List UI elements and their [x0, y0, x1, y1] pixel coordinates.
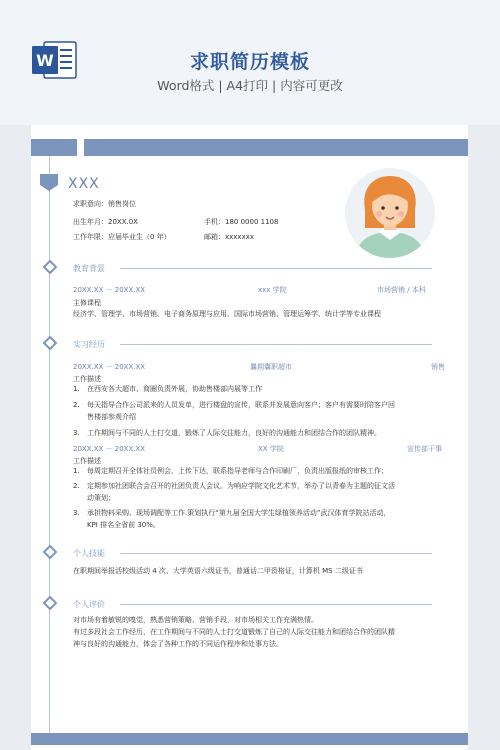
skills-text: 在职期间举报活校级活动 4 次、大学英语六级证书，普通话二甲资格证，计算机 MS 二级证书 [73, 567, 363, 575]
work-years: 工作年限：应届毕业生（0 年） [73, 233, 171, 241]
education-school: xxx 学院 [258, 286, 287, 294]
candidate-name: XXX [68, 176, 100, 192]
list-item: 3. 承担物料采购、现场调配等工作.策划执行“第九届全国大学生绿植领养活动”武汉体育学院站活动， [73, 509, 391, 517]
list-item: 1. 在西安各大超市、商圈负责外展，协助售楼部内展等工作 [73, 385, 262, 393]
email: 邮箱：xxxxxxx [204, 233, 254, 241]
list-item: 3. 工作期间与不同的人士打交道，锻炼了人际交往能力，良好的沟通能力和团结合作的团队精神。 [73, 429, 381, 437]
diamond-icon [43, 545, 57, 559]
section-divider [120, 553, 432, 554]
education-major: 市场营销 / 本科 [377, 286, 426, 294]
education-date: 20XX.XX － 20XX.XX [73, 286, 146, 294]
svg-text:W: W [36, 51, 54, 70]
section-title-education: 教育背景 [73, 264, 105, 273]
banner-title: 求职简历模板 [189, 51, 310, 73]
avatar [345, 168, 435, 258]
section-divider [120, 344, 432, 345]
section-divider [120, 604, 432, 605]
job-date: 20XX.XX － 20XX.XX [73, 363, 146, 371]
job-intent: 求职意向：销售岗位 [73, 200, 136, 208]
section-title-evaluation: 个人评价 [73, 600, 105, 609]
job-role: 宣传部干事 [407, 445, 442, 453]
section-title-internship: 实习经历 [73, 340, 105, 349]
evaluation-text: 对市场有着敏锐的嗅觉，熟悉营销策略、营销手段，对市场相关工作充满热情。 有过多段社会工作经历，在工作期间与不同的人士打交道锻炼了自己的人际交往能力和团结合作的团队精 神与良好的沟通能力，体会了各种工作的不同运作程序和处事方法。 [73, 616, 395, 648]
avatar-illustration [345, 168, 435, 258]
job-desc-label: 工作描述 [73, 375, 101, 383]
job-duty-list: 1. 在西安各大超市、商圈负责外展，协助售楼部内展等工作 2. 每天指导合作公司派来的人员发单，进行楼盘的宣传，联系并发展意向客户；客户有需要时陪客户回 售楼部参观介绍 3. 工作期间与不同的人士打交道，锻炼了人际交往能力，良好的沟通能力和团结合作的团队精神。 [73, 385, 395, 437]
job-role: 销售 [431, 363, 445, 371]
timeline-line [49, 156, 50, 733]
courses-label: 主修课程 [73, 299, 101, 307]
courses-text: 经济学、管理学、市场营销、电子商务原理与应用、国际市场营销、管理运筹学、统计学等专业课程 [73, 310, 381, 318]
diamond-icon [43, 596, 57, 610]
job-desc-label: 工作描述 [73, 457, 101, 465]
job-company: XX 学院 [258, 445, 284, 453]
birth-date: 出生年月：20XX.0X [73, 218, 138, 226]
banner-subtitle: Word格式 | A4打印 | 内容可更改 [157, 78, 343, 93]
top-band [31, 139, 468, 156]
diamond-icon [43, 336, 57, 350]
section-title-skills: 个人技能 [73, 549, 105, 558]
diamond-icon [43, 260, 57, 274]
list-item: 1. 每周定期召开全体社员例会，上传下达，联系指导老师与合作印刷厂，负责出版报纸的审核工作； [73, 467, 388, 475]
bookmark-icon [40, 174, 58, 191]
job-company: 曩期囊职超市 [250, 363, 292, 371]
job-duty-list: 1. 每周定期召开全体社员例会，上传下达，联系指导老师与合作印刷厂，负责出版报纸的审核工作； 2. 定期参加社团联合会召开的社团负责人会议。为响应学院文化艺术节，举办了以青春为主题的征文活 动策划； 3. 承担物料采购、现场调配等工作.策划执行“第九届全国大学生绿植领养活动”武汉体育学院站活动， KPI 排名全省前 30%。 [73, 467, 395, 529]
job-date: 20XX.XX － 20XX.XX [73, 445, 146, 453]
phone: 手机：180 0000 1108 [204, 218, 279, 226]
list-item: 2. 每天指导合作公司派来的人员发单，进行楼盘的宣传，联系并发展意向客户；客户有需要时陪客户回 [73, 401, 395, 409]
banner [0, 0, 500, 125]
list-item: 2. 定期参加社团联合会召开的社团负责人会议。为响应学院文化艺术节，举办了以青春为主题的征文活 [73, 482, 395, 490]
bottom-band [31, 733, 468, 745]
section-divider [120, 268, 432, 269]
